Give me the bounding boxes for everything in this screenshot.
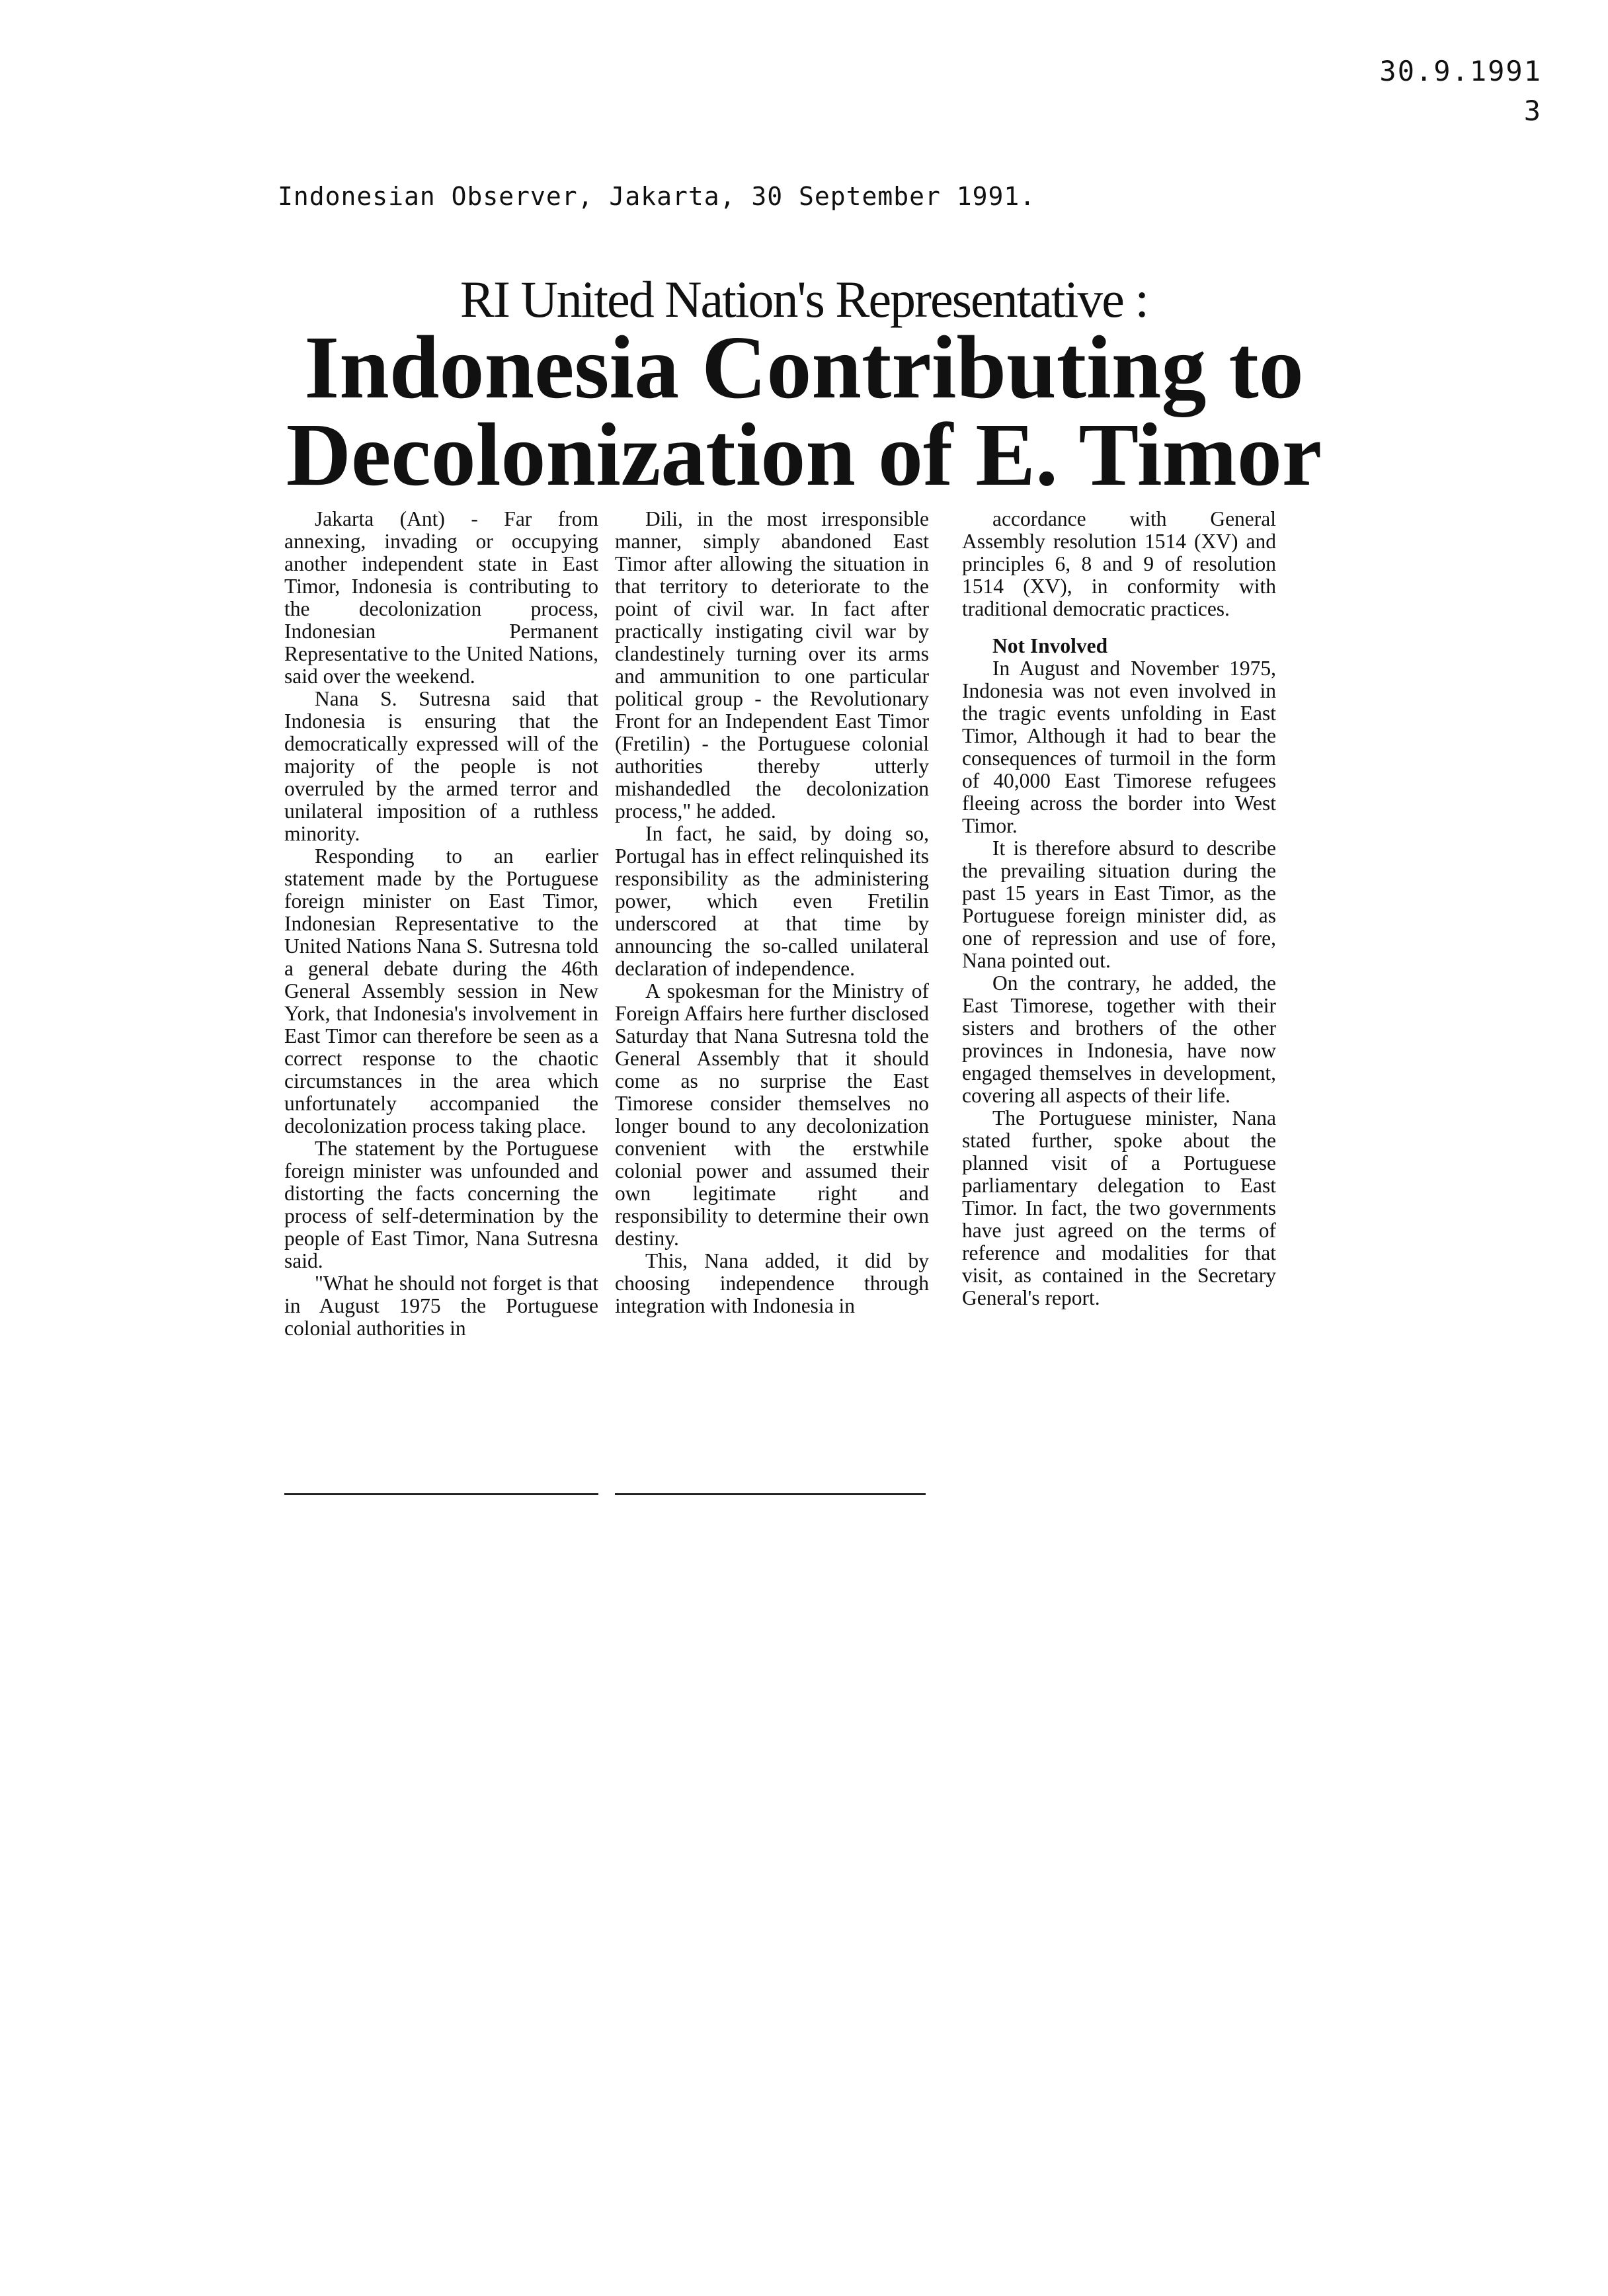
article-paragraph: In August and November 1975, Indonesia was not even involved in the tragic events unfolding in East Timor, Although it had to bear the consequences of turmoil in the form of 40,000 East Timorese refugees fleeing across the border into West Timor. xyxy=(962,657,1276,837)
article-paragraph: Dili, in the most irresponsible manner, simply abandoned East Timor after allowing the situation in that territory to deteriorate to the point of civil war. In fact after practically instigating civil war by clandestinely turning over its arms and ammunition to one particular political group - the Revolutionary Front for an Independent East Timor (Fretilin) - the Portuguese colonial authorities thereby utterly mishandedled the decolonization process," he added. xyxy=(615,507,929,823)
article-column-3 xyxy=(962,508,1276,1309)
headline-line-1: Indonesia Contributing to xyxy=(304,318,1304,417)
archive-stamp xyxy=(1379,52,1542,131)
article-column-2 xyxy=(615,508,929,1317)
article-paragraph: A spokesman for the Ministry of Foreign Affairs here further disclosed Saturday that Nana Sutresna told the General Assembly that it should come as no surprise the East Timorese consider themselves no longer bound to any decolonization convenient with the erstwhile colonial power and assumed their own legitimate right and responsibility to determine their own destiny. xyxy=(615,979,929,1250)
article-paragraph: On the contrary, he added, the East Timorese, together with their sisters and brothers of the other provinces in Indonesia, have now engaged themselves in development, covering all aspects of their life. xyxy=(962,971,1276,1107)
article-paragraph: Nana S. Sutresna said that Indonesia is ensuring that the democratically expressed will of the majority of the people is not overruled by the armed terror and unilateral imposition of a ruthless minority. xyxy=(284,687,598,845)
column-1-bottom-rule xyxy=(284,1493,598,1495)
article-paragraph: This, Nana added, it did by choosing independence through integration with Indonesia in xyxy=(615,1249,929,1317)
headline-line-2: Decolonization of E. Timor xyxy=(286,405,1322,505)
stamp-date: 30.9.1991 xyxy=(1379,55,1542,87)
stamp-page-number: 3 xyxy=(1523,95,1542,127)
article-paragraph: Responding to an earlier statement made by the Portuguese foreign minister on East Timor, Indonesian Representative to the United Nations Nana S. Sutresna told a general debate during the 46th General Assembly session in New York, that Indonesia's involvement in East Timor can therefore be seen as a correct response to the chaotic circumstances in the area which unfortunately accompanied the decolonization process taking place. xyxy=(284,844,598,1137)
article-paragraph: In fact, he said, by doing so, Portugal has in effect relinquished its responsibility as the administering power, which even Fretilin underscored at that time by announcing the so-called unilateral declaration of independence. xyxy=(615,822,929,980)
source-citation: Indonesian Observer, Jakarta, 30 September 1991. xyxy=(278,182,1036,211)
column-2-bottom-rule xyxy=(615,1493,926,1495)
section-subheading: Not Involved xyxy=(992,634,1108,657)
article-paragraph: The statement by the Portuguese foreign minister was unfounded and distorting the facts concerning the process of self-determination by the people of East Timor, Nana Sutresna said. xyxy=(284,1137,598,1272)
article-paragraph: "What he should not forget is that in August 1975 the Portuguese colonial authorities in xyxy=(284,1272,598,1340)
article-kicker: RI United Nation's Representative : xyxy=(460,270,1148,328)
article-headline xyxy=(0,318,1608,505)
article-paragraph: Jakarta (Ant) - Far from annexing, invading or occupying another independent state in East Timor, Indonesia is contributing to the decolonization process, Indonesian Permanent Representative to the United Nations, said over the weekend. xyxy=(284,507,598,688)
article-paragraph: accordance with General Assembly resolution 1514 (XV) and principles 6, 8 and 9 of resolution 1514 (XV), in conformity with traditional democratic practices. xyxy=(962,507,1276,620)
article-paragraph: It is therefore absurd to describe the prevailing situation during the past 15 years in East Timor, as the Portuguese foreign minister did, as one of repression and use of fore, Nana pointed out. xyxy=(962,837,1276,972)
article-paragraph: The Portuguese minister, Nana stated further, spoke about the planned visit of a Portuguese parliamentary delegation to East Timor. In fact, the two governments have just agreed on the terms of reference and modalities for that visit, as contained in the Secretary General's report. xyxy=(962,1106,1276,1309)
article-column-1 xyxy=(284,508,598,1340)
